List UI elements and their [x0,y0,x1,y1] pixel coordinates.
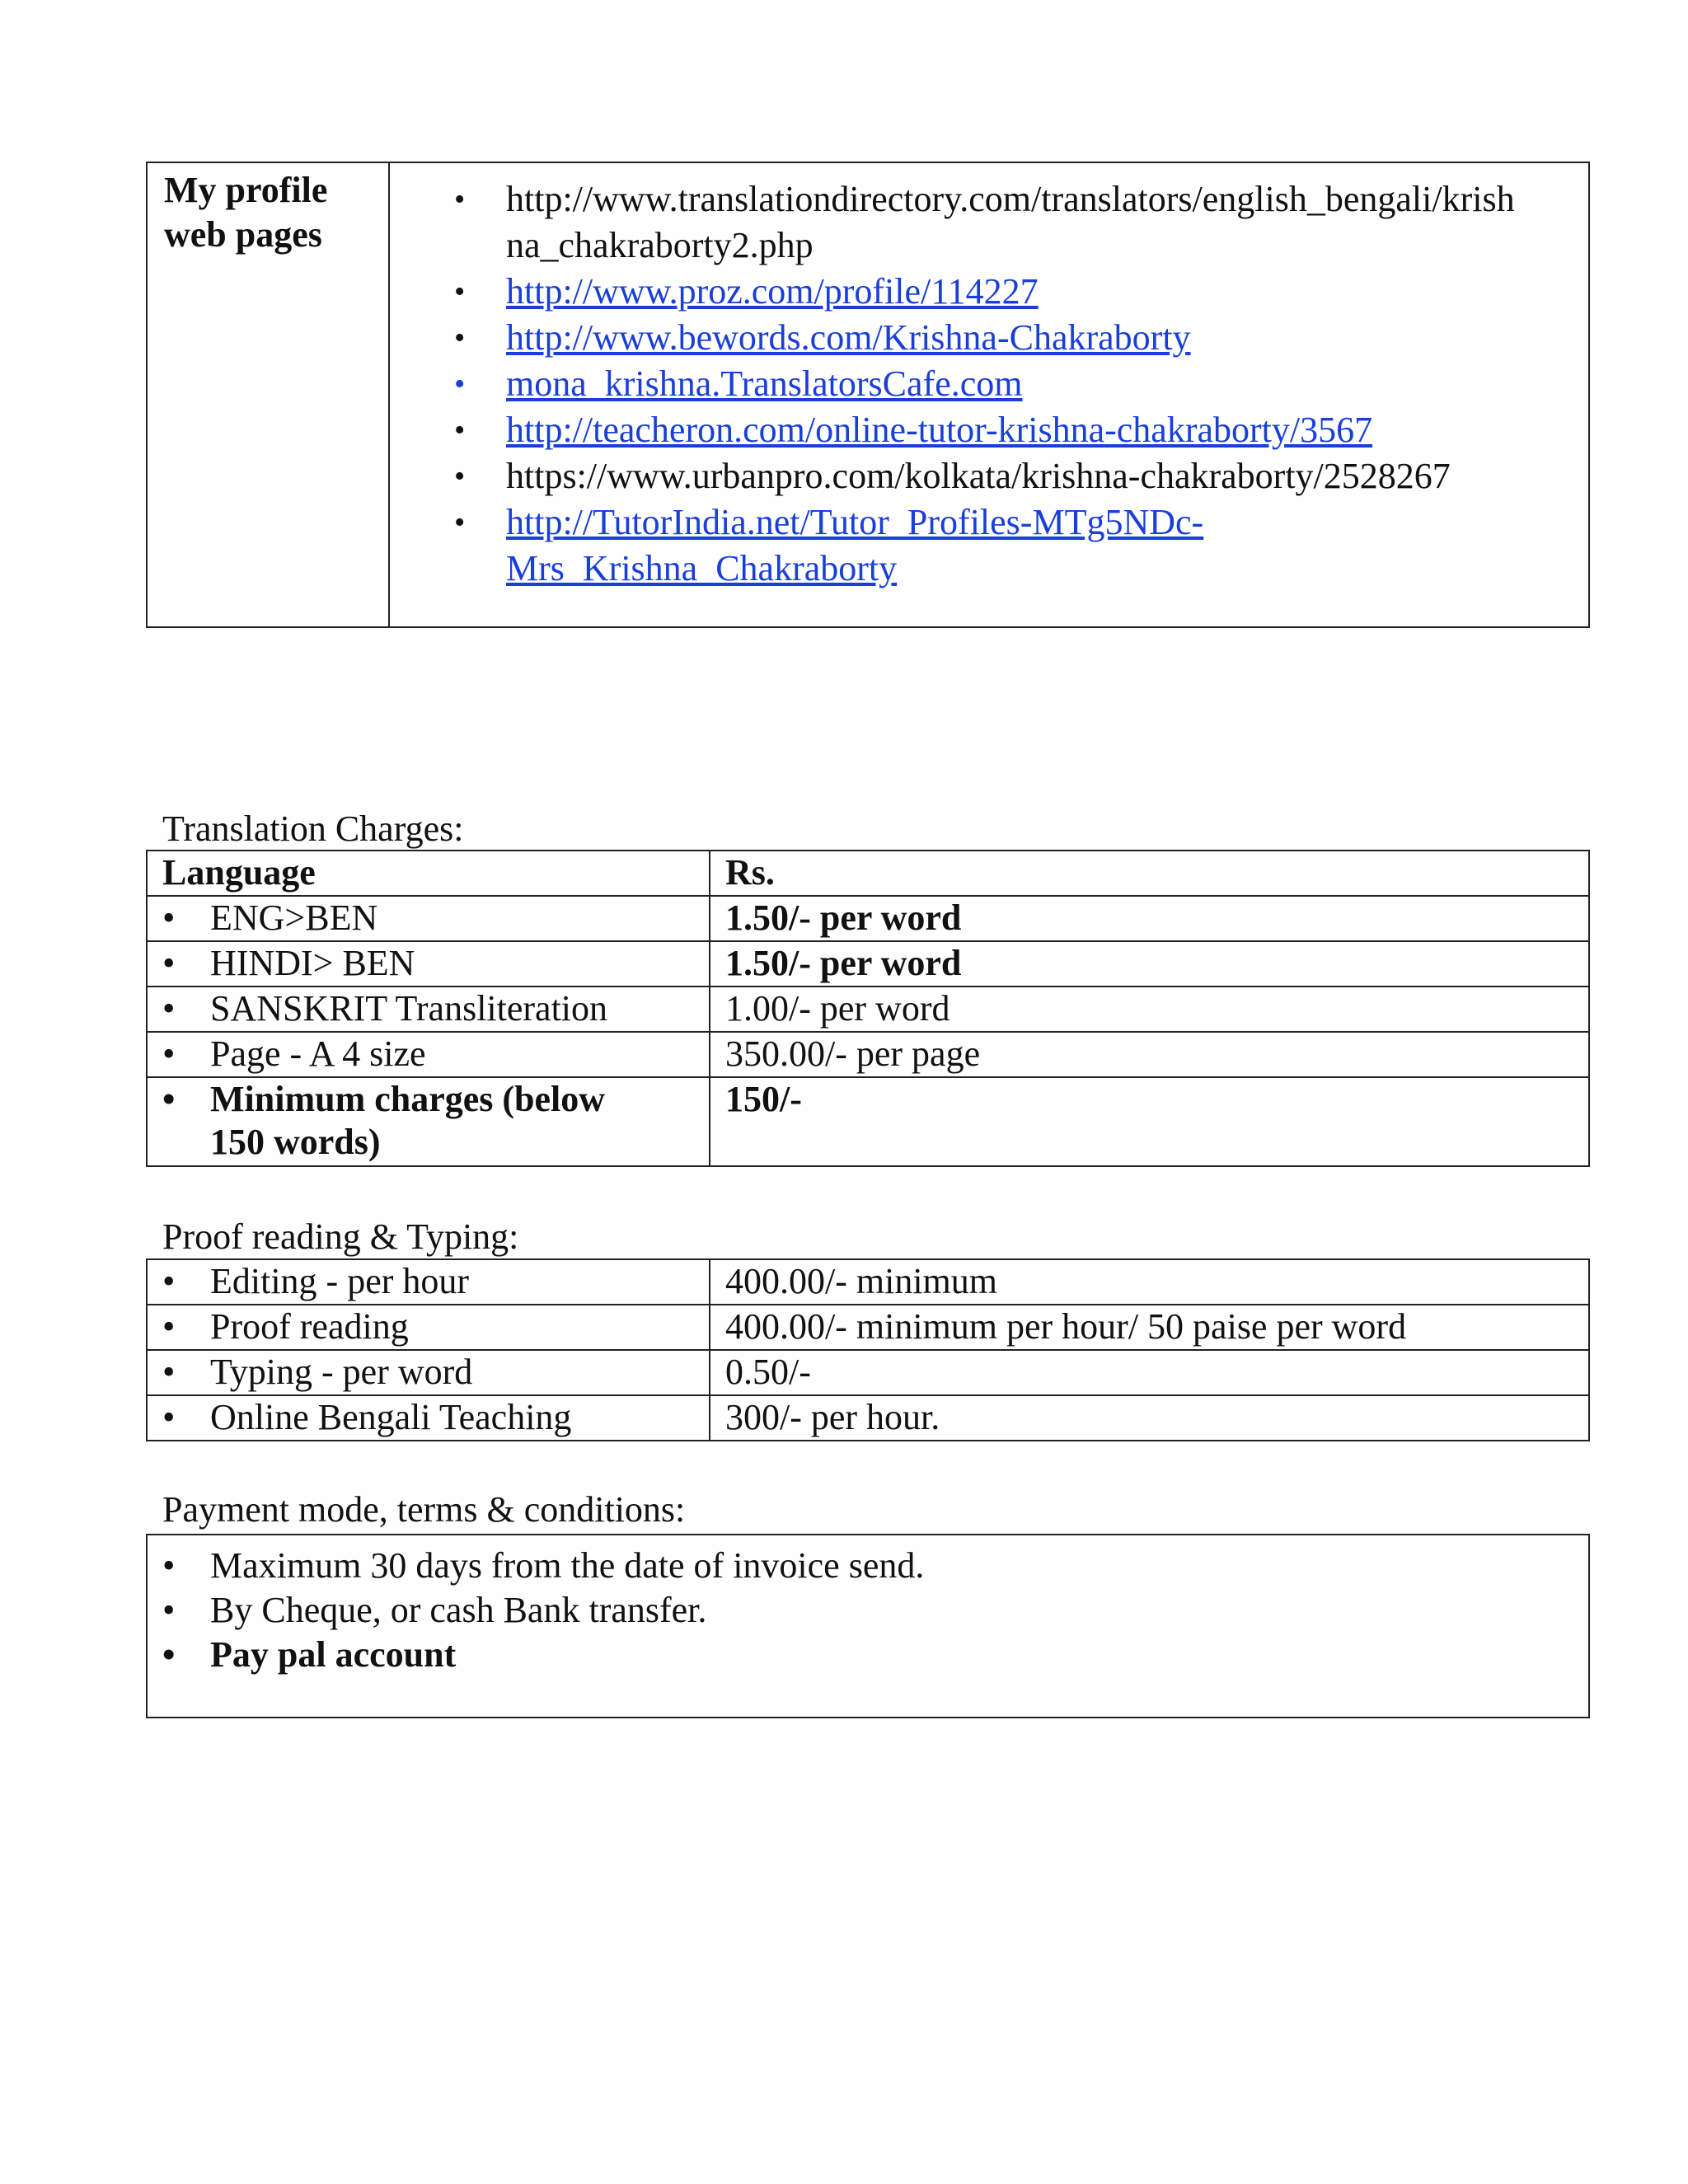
link-tutorindia[interactable]: http://TutorIndia.net/Tutor_Profiles-MTg5NDc- [506,502,1204,542]
bullet-icon: • [162,1261,176,1301]
language-cell-line2: 150 words) [210,1122,381,1162]
link-bewords[interactable]: http://www.bewords.com/Krishna-Chakraborty [506,317,1191,358]
bullet-icon: • [454,413,466,448]
bullet-icon: • [454,321,466,355]
bullet-icon: • [162,943,176,983]
bullet-icon: • [162,1397,176,1437]
profile-link-item[interactable] [166,499,1588,592]
bullet-icon: • [162,1634,176,1675]
table-row [147,1259,1589,1305]
link-teacheron[interactable]: http://teacheron.com/online-tutor-krishna-chakraborty/3567 [506,410,1373,450]
table-header-row [147,851,1589,896]
bullet-icon: • [162,1079,176,1119]
list-item [162,1588,1588,1633]
bullet-icon: • [162,988,176,1029]
bullet-icon: • [162,898,176,938]
table-row [147,896,1589,941]
link-text-urbanpro[interactable]: https://www.urbanpro.com/kolkata/krishna-chakraborty/2528267 [506,456,1451,496]
profile-label-line1: My profile [164,170,328,210]
col-header-rs: Rs. [710,851,1589,896]
payment-terms-list [148,1535,1588,1677]
rate-cell: 1.50/- per word [710,941,1589,987]
profile-link-item[interactable] [166,269,1588,315]
rate-cell: 400.00/- minimum [710,1259,1589,1305]
payment-terms-box [146,1534,1590,1718]
language-cell: SANSKRIT Transliteration [210,988,608,1029]
service-cell: Online Bengali Teaching [210,1397,572,1437]
service-cell: Editing - per hour [210,1261,470,1301]
link-proz[interactable]: http://www.proz.com/profile/114227 [506,271,1039,312]
payment-terms-heading: Payment mode, terms & conditions: [162,1489,686,1530]
bullet-icon: • [162,1590,176,1630]
profile-label-line2: web pages [164,214,322,255]
profile-link-item[interactable] [166,315,1588,361]
profile-links-cell [389,162,1589,627]
rate-cell: 1.50/- per word [710,896,1589,941]
bullet-icon: • [454,459,466,494]
rate-cell: 400.00/- minimum per hour/ 50 paise per word [710,1305,1589,1350]
link-translatorscafe[interactable]: mona_krishna.TranslatorsCafe.com [506,363,1023,404]
rate-cell: 300/- per hour. [710,1395,1589,1441]
bullet-icon: • [162,1352,176,1392]
language-cell: Page - A 4 size [210,1033,426,1074]
payment-term-text: By Cheque, or cash Bank transfer. [210,1590,707,1630]
payment-term-text: Pay pal account [210,1634,457,1675]
bullet-icon: • [162,1033,176,1074]
rate-cell: 0.50/- [710,1350,1589,1395]
link-text-translationdirectory[interactable]: http://www.translationdirectory.com/translators/english_bengali/krish [506,179,1515,219]
col-header-language: Language [147,851,710,896]
payment-term-text: Maximum 30 days from the date of invoice send. [210,1545,925,1586]
language-cell-line1: Minimum charges (below [210,1079,606,1119]
service-cell: Proof reading [210,1306,409,1347]
profile-link-item[interactable] [166,453,1588,499]
profile-link-item[interactable] [166,361,1588,407]
profile-links-list [166,163,1588,592]
bullet-icon: • [162,1545,176,1586]
language-cell: ENG>BEN [210,898,378,938]
profile-link-item[interactable] [166,176,1588,269]
table-row [147,1305,1589,1350]
link-tutorindia-cont[interactable]: Mrs_Krishna_Chakraborty [506,548,898,588]
rate-cell: 150/- [710,1077,1589,1166]
language-cell: HINDI> BEN [210,943,415,983]
table-row [147,1395,1589,1441]
table-row [147,1077,1589,1166]
proof-reading-heading: Proof reading & Typing: [162,1216,519,1257]
bullet-icon: • [454,505,466,540]
list-item [162,1544,1588,1588]
table-row [147,987,1589,1032]
bullet-icon: • [454,367,466,401]
list-item [162,1633,1588,1677]
profile-web-pages-table [146,162,1590,628]
service-cell: Typing - per word [210,1352,473,1392]
bullet-icon: • [454,182,466,217]
table-row [147,1032,1589,1077]
table-row [147,941,1589,987]
rate-cell: 1.00/- per word [710,987,1589,1032]
profile-link-item[interactable] [166,407,1588,453]
rate-cell: 350.00/- per page [710,1032,1589,1077]
bullet-icon: • [454,274,466,309]
translation-charges-heading: Translation Charges: [162,808,464,849]
table-row [147,1350,1589,1395]
translation-charges-table [146,850,1590,1167]
bullet-icon: • [162,1306,176,1347]
proof-reading-table [146,1258,1590,1441]
link-text-translationdirectory-cont[interactable]: na_chakraborty2.php [506,225,814,265]
